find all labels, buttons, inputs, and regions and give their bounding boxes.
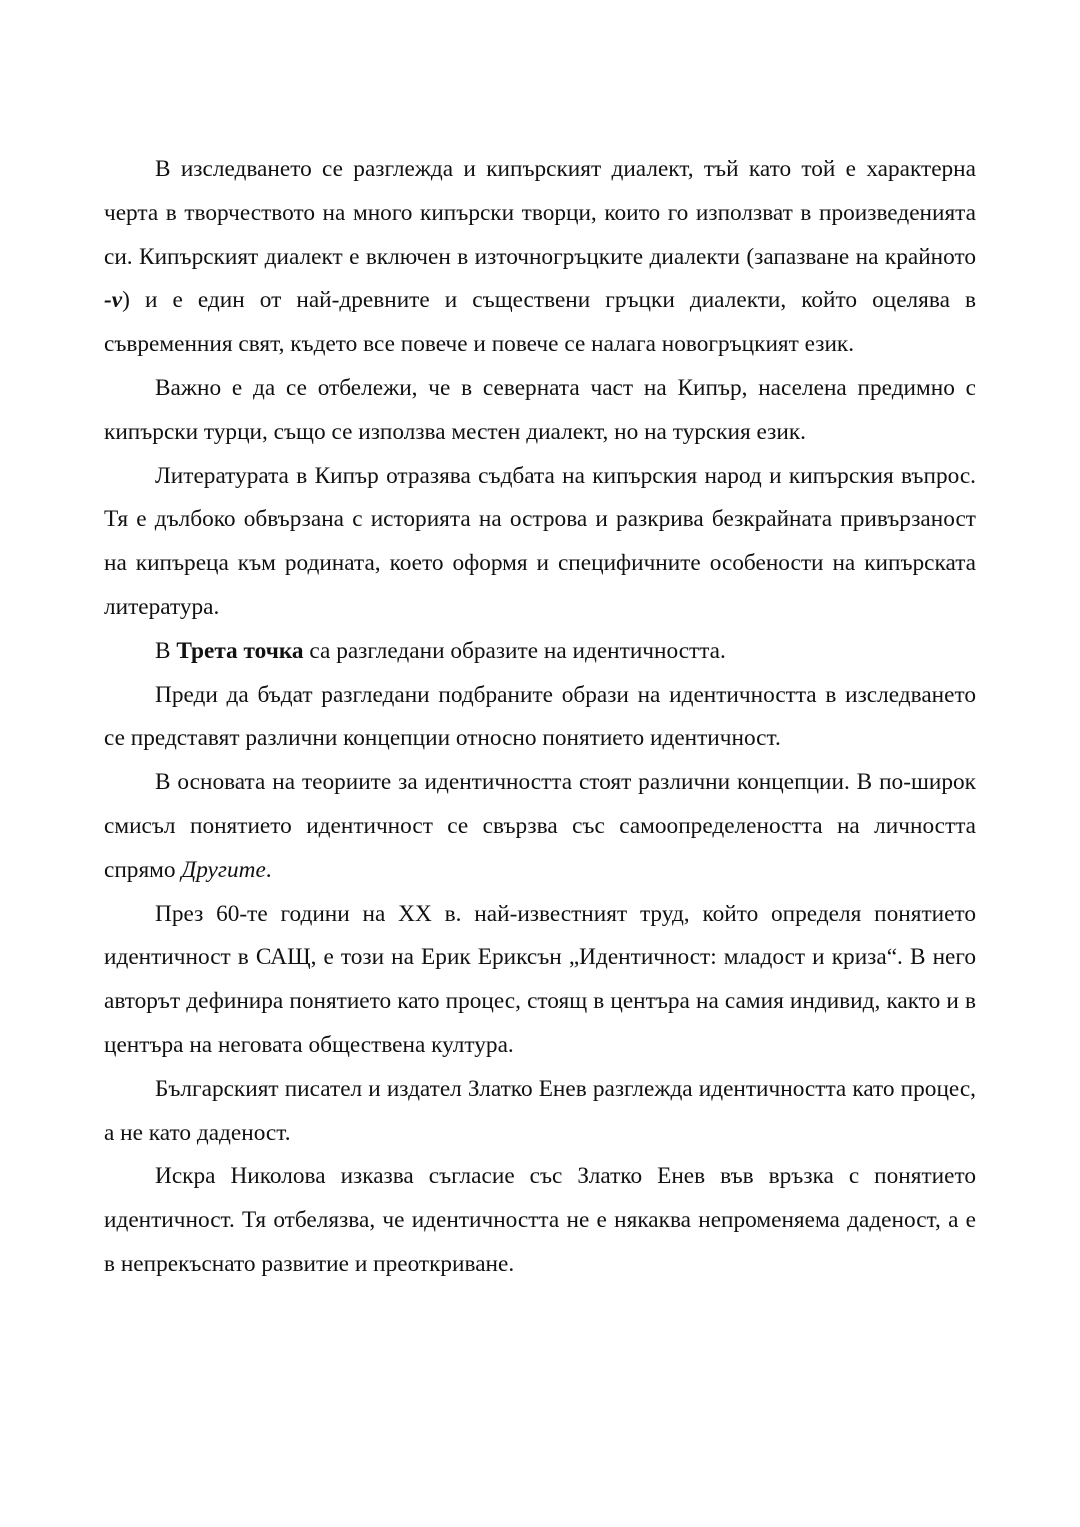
paragraph-text: са разгледани образите на идентичността. [303,637,726,664]
final-nu-marker: -ν [104,287,123,314]
paragraph-erikson: През 60-те години на XX в. най-известният труд, който определя понятието идентичност в САЩ, е този на Ерик Ериксън „Идентичност: младост и криза“. В него авторът дефинира понятието като процес, стоящ в центъра на самия индивид, както и в центъра на неговата обществена култура. [104,900,976,1058]
paragraph-text: В изследването се разглежда и кипърският диалект, тъй като той е характерна черта в творчеството на много кипърски творци, които го използват в произведенията си. Кипърският диалект е включен в източногръцките диалекти (запазване на крайното [104,156,976,270]
paragraph-cypriot-dialect [104,148,976,367]
paragraph-third-point [104,630,976,674]
paragraph-concepts-intro: Преди да бъдат разгледани подбраните образи на идентичността в изследването се представят различни концепции относно понятието идентичност. [104,681,976,752]
third-point-heading: Трета точка [176,637,304,664]
others-term: Другите [181,856,266,883]
paragraph-identity-theories [104,761,976,892]
paragraph-enev: Българският писател и издател Златко Енев разглежда идентичността като процес, а не като даденост. [104,1075,976,1146]
paragraph-literature: Литературата в Кипър отразява съдбата на кипърския народ и кипърския въпрос. Тя е дълбоко обвързана с историята на острова и разкрива безкрайната привързаност на кипъреца към родината, което оформя и специфичните особености на кипърската литература. [104,462,976,620]
paragraph-text: В [155,637,177,664]
paragraph-text: ) и е един от най-древните и съществени гръцки диалекти, който оцелява в съвременния свят, където все повече и повече се налага новогръцкият език. [104,287,976,358]
document-page [104,148,976,1287]
paragraph-nikolova: Искра Николова изказва съгласие със Златко Енев във връзка с понятието идентичност. Тя отбелязва, че идентичността не е някаква непроменяема даденост, а е в непрекъснато развитие и преоткриване. [104,1163,976,1277]
paragraph-turkish-dialect: Важно е да се отбележи, че в северната част на Кипър, населена предимно с кипърски турци, също се използва местен диалект, но на турския език. [104,374,976,445]
paragraph-text: . [265,856,272,883]
paragraph-text: В основата на теориите за идентичността стоят различни концепции. В по-широк смисъл понятието идентичност се свързва със самоопределеността на личността спрямо [104,769,976,883]
